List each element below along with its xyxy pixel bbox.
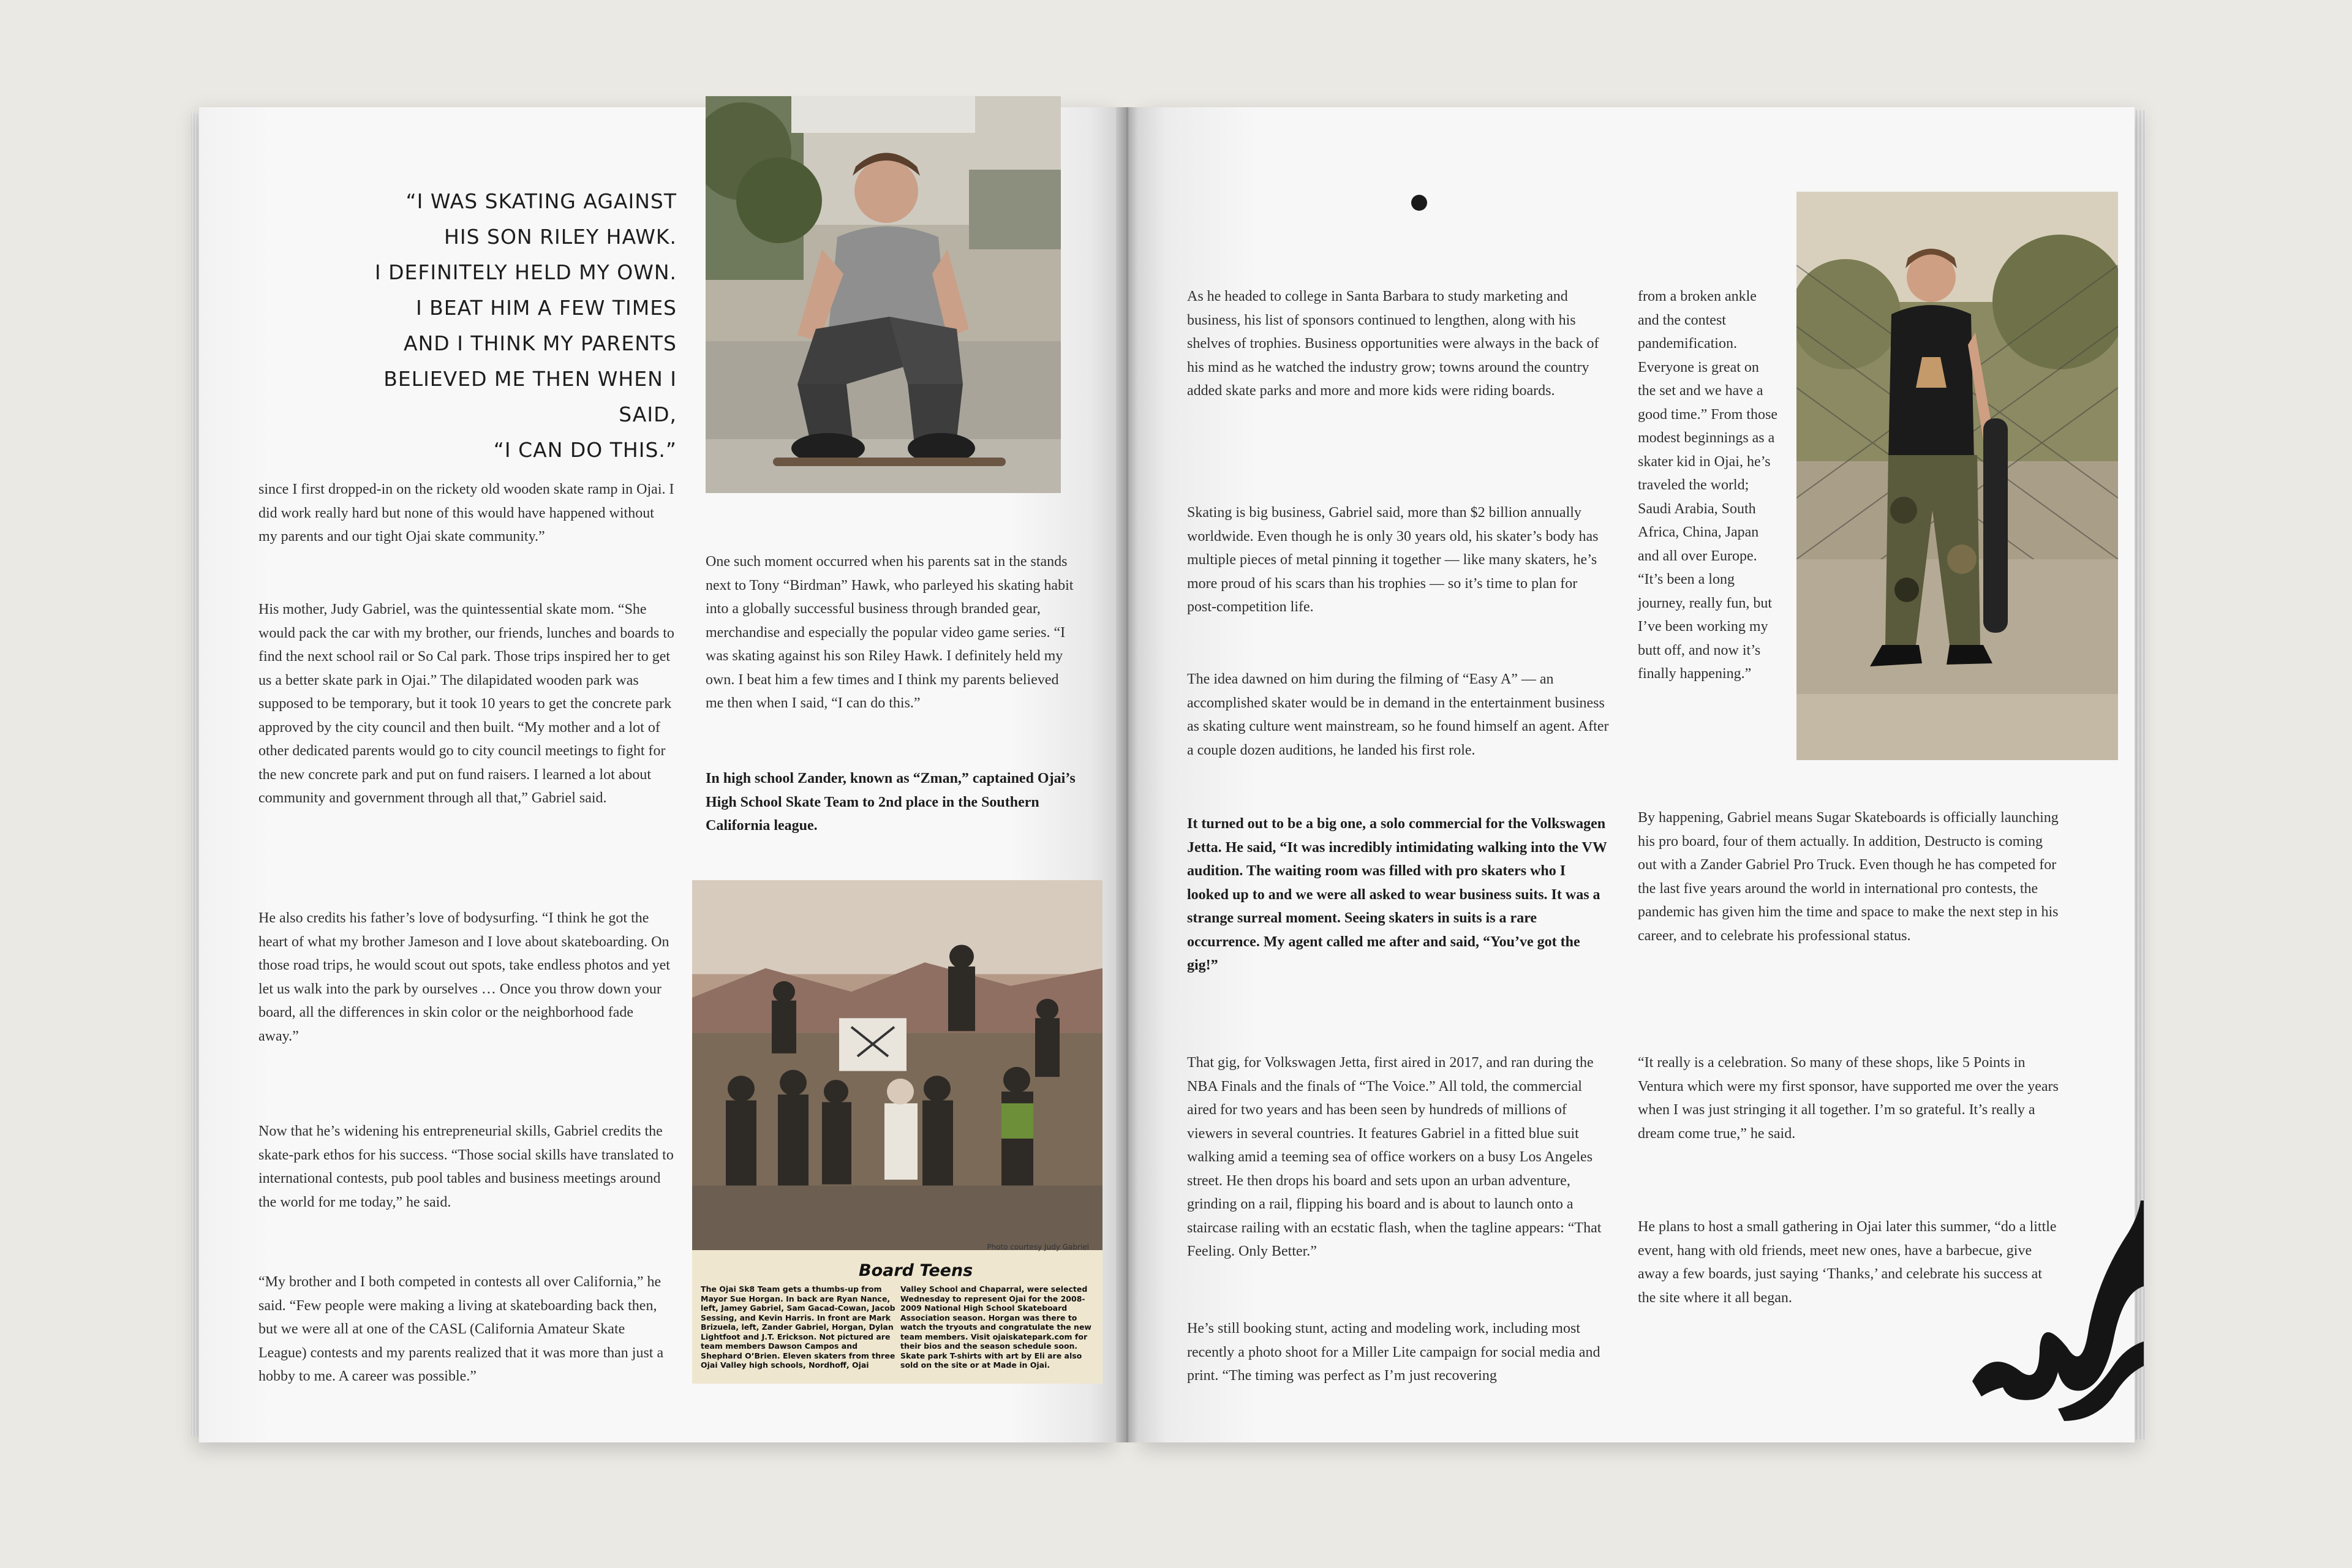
right-col1-para-5: That gig, for Volkswagen Jetta, first aired in 2017, and ran during the NBA Finals and the finals of “The Voice.” All told, the commercial aired for two years and has been seen by hundreds of millions of viewers in several countries. It features Gabriel in a fitted blue suit walking amid a teeming sea of office workers on a busy Los Angeles street. He then drops his board and sets upon an urban adventure, grinding on a rail, flipping his board and is about to launch onto a staircase railing with an ecstatic flash, when the tagline appears: “That Feeling. Only Better.” [1187,1055,1602,1259]
left-col2-para-1: One such moment occurred when his parents sat in the stands next to Tony “Birdman” Hawk, who parleyed his skating habit into a globally successful business through branded gear, merchandise and especially the popular video game series. “I was skating against his son Riley Hawk. I definitely held my own. I beat him a few times and I think my parents believed me then when I said, “I can do this.” [706,554,1074,711]
right-col1-para-3: The idea dawned on him during the filming of “Easy A” — an accomplished skater would be in demand in the entertainment business as skating culture went mainstream, so he found himself an agent. After a couple dozen auditions, he landed his first role. [1187,671,1609,758]
pull-quote-line: I BEAT HIM A FEW TIMES [415,296,677,320]
pull-quote-line: BELIEVED ME THEN WHEN I SAID, [383,367,677,426]
right-col1-para-4: It turned out to be a big one, a solo commercial for the Volkswagen Jetta. He said, “It was incredibly intimidating walking into the VW audition. The waiting room was filled with pro skaters who I looked up to and we were all asked to wear business suits. It was a strange surreal moment. Seeing skaters in suits is a rare occurrence. My agent called me after and said, “You’ve got the gig!” [1187,816,1607,973]
photo-seated-skater [706,96,1061,493]
right-col2-para-2: “It really is a celebration. So many of these shops, like 5 Points in Ventura which were my first sponsor, have supported me over the years when I was just stringing it all together. I’m so grateful. It’s really a dream come true,” he said. [1638,1055,2059,1142]
pull-quote-line: AND I THINK MY PARENTS [404,331,677,355]
right-col2-para-1: By happening, Gabriel means Sugar Skateboards is officially launching his pro board, four of them actually. In addition, Destructo is coming out with a Zander Gabriel Pro Truck. Even though he has competed for the last five years around the world in international pro contests, the pandemic has given him the time and space to make the next step in his career, and to celebrate his professional status. [1638,810,2059,944]
right-col2-para-3: He plans to host a small gathering in Ojai later this summer, “do a little event, hang with old friends, meet new ones, have a barbecue, give away a few boards, just saying ‘Thanks,’ and celebrate his success at the site where it all began. [1638,1219,2057,1306]
pull-quote-line: “I WAS SKATING AGAINST [405,189,677,213]
left-col1-para-2: His mother, Judy Gabriel, was the quintessential skate mom. “She would pack the car with my brother, our friends, lunches and boards to find the next school rail or So Cal park. Those trips inspired her to get us a better skate park in Ojai.” The dilapidated wooden park was supposed to be temporary, but it took 10 years to get the concrete park approved by the city council and then built. “My mother and a lot of other dedicated parents would go to city council meetings to fight for the new concrete park and put on fund raisers. I learned a lot about community and government through all that,” Gabriel said. [258,601,674,806]
pull-quote-line: HIS SON RILEY HAWK. [444,225,677,249]
spine-gutter [1116,107,1138,1442]
left-col1-para-4: Now that he’s widening his entrepreneurial skills, Gabriel credits the skate-park ethos for his success. “Those social skills have translated to international contests, pub pool tables and business meetings around the world for me today,” he said. [258,1123,674,1210]
clipping-caption-right: Valley School and Chaparral, were selected Wednesday to represent Ojai for the 2008-2009 National High School Skateboard Association season. Horgan was there to watch the tryouts and congratulate the new team members. Visit ojaiskatepark.com for their bios and the season schedule soon. Skate park T-shirts with art by Eli are also sold on the site or at Made in Ojai. [900,1284,1091,1370]
left-col1-para-1: since I first dropped-in on the rickety old wooden skate ramp in Ojai. I did work really hard but none of this would have happened without my parents and our tight Ojai skate community.” [258,481,674,545]
left-col2-para-2: In high school Zander, known as “Zman,” captained Ojai’s High School Skate Team to 2nd place in the Southern California league. [706,771,1076,834]
left-col1-para-3: He also credits his father’s love of bodysurfing. “I think he got the heart of what my brother Jameson and I love about skateboarding. On those road trips, he would scout out spots, take endless photos and yet let us walk into the park by ourselves … Once you throw down your board, all the differences in skin color or the neighborhood fade away.” [258,910,670,1044]
left-col1-para-5: “My brother and I both competed in contests all over California,” he said. “Few people were making a living at skateboarding back then, but we were all at one of the CASL (California Amateur Skate League) contests and my parents realized that it was more than just a hobby to me. A career was possible.” [258,1274,664,1384]
clipping-headline: Board Teens [859,1261,973,1280]
right-col2-narrow-para: from a broken ankle and the contest pandemification. Everyone is great on the set and we have a good time.” From those modest beginnings as a skater kid in Ojai, he’s traveled the world; Saudi Arabia, South Africa, China, Japan and all over Europe. “It’s been a long journey, really fun, but I’ve been working my butt off, and now it’s finally happening.” [1638,288,1777,682]
photo-standing-skater [1796,192,2118,760]
pull-quote [325,184,677,468]
pull-quote-line: I DEFINITELY HELD MY OWN. [374,260,677,284]
decorative-dot [1411,195,1427,211]
right-col1-para-1: As he headed to college in Santa Barbara to study marketing and business, his list of sponsors continued to lengthen, along with his shelves of trophies. Business opportunities were always in the back of his mind as he watched the industry grow; towns around the country added skate parks and more and more kids were riding boards. [1187,288,1599,399]
pull-quote-line: “I CAN DO THIS.” [493,438,677,462]
right-col1-para-6: He’s still booking stunt, acting and modeling work, including most recently a photo shoot for a Miller Lite campaign for social media and print. “The timing was perfect as I’m just recovering [1187,1321,1600,1384]
clipping-caption-left: The Ojai Sk8 Team gets a thumbs-up from Mayor Sue Horgan. In back are Ryan Nance, left, Jamey Gabriel, Sam Gacad-Cowan, Jacob Sessing, and Kevin Harris. In front are Mark Brizuela, left, Zander Gabriel, Horgan, Dylan Lightfoot and J.T. Erickson. Not pictured are team members Dawson Campos and Shephard O’Brien. Eleven skaters from three Ojai Valley high schools, Nordhoff, Ojai [701,1284,895,1370]
right-col1-para-2: Skating is big business, Gabriel said, more than $2 billion annually worldwide. Even though he is only 30 years old, his skater’s body has multiple pieces of metal pinning it together — like many skaters, he’s more proud of his scars than his trophies — so it’s time to plan for post-competition life. [1187,505,1599,615]
clipping-photo-credit: Photo courtesy Judy Gabriel [987,1243,1089,1251]
newspaper-clipping [692,880,1102,1384]
brush-logo [1966,1164,2144,1439]
